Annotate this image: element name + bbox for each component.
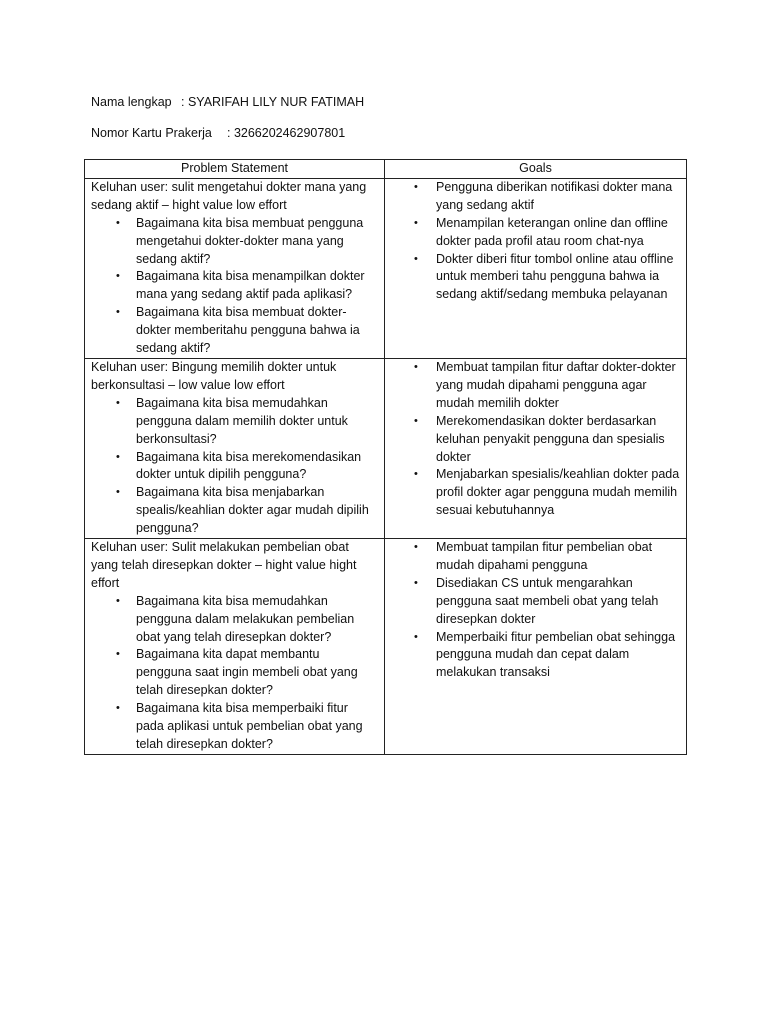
list-item: • Bagaimana kita bisa menampilkan dokter mana yang sedang aktif pada aplikasi? — [116, 269, 365, 302]
card-number-value: : 3266202462907801 — [227, 126, 346, 140]
goals-cell — [385, 178, 687, 358]
name-line — [91, 95, 364, 109]
list-item: • Menjabarkan spesialis/keahlian dokter pada profil dokter agar pengguna mudah memilih sesuai kebutuhannya — [414, 467, 680, 518]
bullet-icon: • — [116, 594, 120, 607]
list-item: • Bagaimana kita bisa membuat pengguna mengetahui dokter-dokter mana yang sedang aktif? — [116, 215, 364, 266]
table-row — [85, 178, 687, 358]
bullet-icon: • — [414, 541, 418, 554]
list-item: • Disediakan CS untuk mengarahkan pengguna saat membeli obat yang telah diresepkan dokter — [414, 575, 659, 626]
bullet-icon: • — [116, 396, 120, 409]
bullet-icon: • — [116, 270, 120, 283]
list-item: • Memperbaiki fitur pembelian obat sehingga pengguna mudah dan cepat dalam melakukan transaksi — [414, 629, 676, 680]
bullet-icon: • — [116, 486, 120, 499]
problem-cell — [85, 539, 385, 755]
card-number-label: Nomor Kartu Prakerja — [91, 126, 212, 140]
column-header-problem: Problem Statement — [85, 160, 385, 179]
table-row — [85, 539, 687, 755]
problem-cell — [85, 358, 385, 538]
card-number-line — [91, 126, 345, 140]
list-item: • Pengguna diberikan notifikasi dokter mana yang sedang aktif — [414, 179, 673, 212]
bullet-icon: • — [414, 576, 418, 589]
list-item: • Bagaimana kita bisa memperbaiki fitur pada aplikasi untuk pembelian obat yang telah diresepkan dokter? — [116, 701, 363, 751]
table-row — [85, 358, 687, 538]
list-item: • Menampilan keterangan online dan offline dokter pada profil atau room chat-nya — [414, 215, 668, 248]
list-item: • Bagaimana kita bisa memudahkan pengguna dalam memilih dokter untuk berkonsultasi? — [116, 395, 348, 446]
goal-list — [391, 539, 680, 682]
goals-cell — [385, 539, 687, 755]
list-item: • Bagaimana kita bisa memudahkan pengguna dalam melakukan pembelian obat yang telah diresepkan dokter? — [116, 593, 355, 644]
bullet-icon: • — [414, 468, 418, 481]
complaint-text: Keluhan user: Bingung memilih dokter untuk berkonsultasi – low value low effort — [91, 359, 337, 392]
list-item: • Merekomendasikan dokter berdasarkan keluhan penyakit pengguna dan spesialis dokter — [414, 413, 665, 464]
goal-list — [391, 359, 680, 520]
bullet-icon: • — [414, 414, 418, 427]
bullet-icon: • — [414, 216, 418, 229]
complaint-text: Keluhan user: sulit mengetahui dokter mana yang sedang aktif – hight value low effort — [91, 179, 367, 212]
list-item: • Membuat tampilan fitur daftar dokter-dokter yang mudah dipahami pengguna agar mudah memilih dokter — [414, 359, 676, 410]
table-header-row — [85, 160, 687, 179]
bullet-icon: • — [414, 360, 418, 373]
bullet-icon: • — [116, 702, 120, 715]
list-item: • Membuat tampilan fitur pembelian obat mudah dipahami pengguna — [414, 540, 653, 572]
bullet-icon: • — [414, 630, 418, 643]
question-list — [91, 215, 378, 358]
name-value: : SYARIFAH LILY NUR FATIMAH — [181, 95, 365, 109]
problem-goals-table — [84, 159, 687, 755]
goal-list — [391, 179, 680, 304]
complaint-text: Keluhan user: Sulit melakukan pembelian obat yang telah diresepkan dokter – hight value hight effort — [91, 540, 357, 590]
list-item: • Dokter diberi fitur tombol online atau offline untuk memberi tahu pengguna bahwa ia sedang aktif/sedang membuka pelayanan — [414, 251, 674, 302]
problem-cell — [85, 178, 385, 358]
list-item: • Bagaimana kita bisa membuat dokter-dokter memberitahu pengguna bahwa ia sedang aktif? — [116, 305, 360, 356]
bullet-icon: • — [116, 648, 120, 661]
column-header-goals: Goals — [385, 160, 687, 179]
bullet-icon: • — [116, 216, 120, 229]
question-list — [91, 593, 378, 754]
bullet-icon: • — [414, 252, 418, 265]
list-item: • Bagaimana kita bisa merekomendasikan dokter untuk dipilih pengguna? — [116, 449, 362, 482]
question-list — [91, 395, 378, 538]
list-item: • Bagaimana kita dapat membantu pengguna saat ingin membeli obat yang telah diresepkan dokter? — [116, 647, 358, 698]
goals-cell — [385, 358, 687, 538]
bullet-icon: • — [116, 306, 120, 319]
list-item: • Bagaimana kita bisa menjabarkan spealis/keahlian dokter agar mudah dipilih pengguna? — [116, 485, 369, 536]
name-label: Nama lengkap — [91, 95, 172, 109]
bullet-icon: • — [116, 450, 120, 463]
bullet-icon: • — [414, 180, 418, 193]
